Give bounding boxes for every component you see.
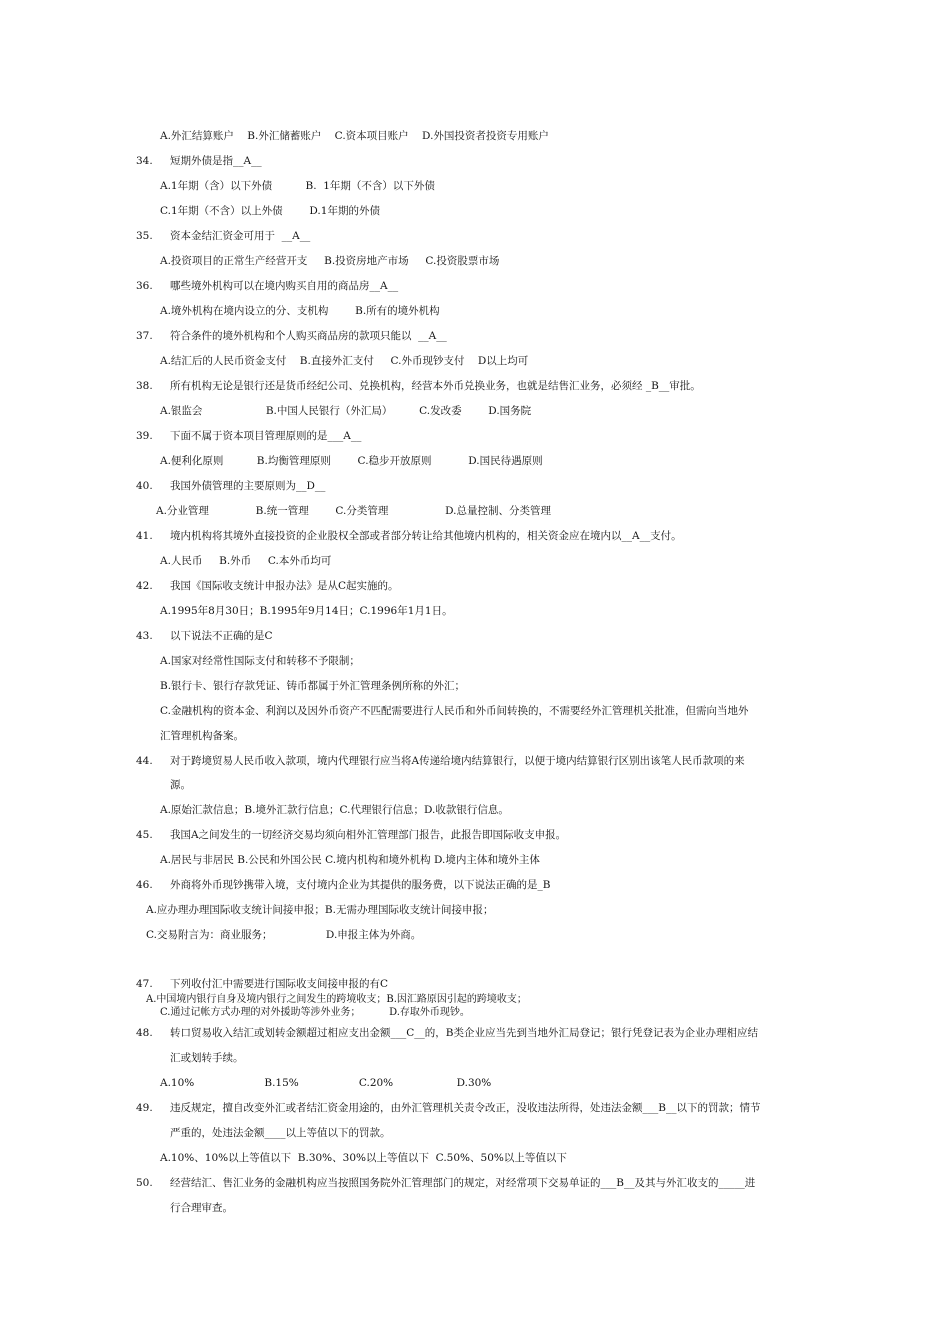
q42-options: A.1995年8月30日；B.1995年9月14日；C.1996年1月1日。 xyxy=(160,605,453,617)
question-35: 35. 资本金结汇资金可用于 __A__ xyxy=(136,230,311,242)
question-50-continued: 行合理审查。 xyxy=(170,1202,233,1214)
question-48-continued: 汇或划转手续。 xyxy=(170,1052,244,1064)
q37-options: A.结汇后的人民币资金支付 B.直接外汇支付 C.外币现钞支付 D以上均可 xyxy=(160,355,529,367)
q47-options-c-d: C.通过记帐方式办理的对外援助等涉外业务； D.存取外币现钞。 xyxy=(160,1007,470,1018)
q46-options-c-d: C.交易附言为：商业服务； D.申报主体为外商。 xyxy=(146,929,422,941)
q46-options-a-b: A.应办理办理国际收支统计间接申报；B.无需办理国际收支统计间接申报； xyxy=(146,904,494,916)
q33-options: A.外汇结算账户 B.外汇储蓄账户 C.资本项目账户 D.外国投资者投资专用账户 xyxy=(160,130,549,142)
q43-option-c-continued: 汇管理机构备案。 xyxy=(160,730,244,742)
question-37: 37. 符合条件的境外机构和个人购买商品房的款项只能以 __A__ xyxy=(136,330,447,342)
question-42: 42. 我国《国际收支统计申报办法》是从C起实施的。 xyxy=(136,580,399,592)
question-47: 47. 下列收付汇中需要进行国际收支间接申报的有C xyxy=(136,978,389,990)
question-49-continued: 严重的，处违法金额____以上等值以下的罚款。 xyxy=(170,1127,391,1139)
question-49: 49. 违反规定，擅自改变外汇或者结汇资金用途的，由外汇管理机关责令改正，没收违法所得，处违法金额___B__以下的罚款；情节 xyxy=(136,1102,761,1114)
q34-options-c-d: C.1年期（不含）以上外债 D.1年期的外债 xyxy=(160,205,380,217)
question-46: 46. 外商将外币现钞携带入境，支付境内企业为其提供的服务费，以下说法正确的是_B xyxy=(136,879,551,891)
q34-options-a-b: A.1年期（含）以下外债 B. 1年期（不含）以下外债 xyxy=(160,180,435,192)
q38-options: A.银监会 B.中国人民银行（外汇局） C.发改委 D.国务院 xyxy=(160,405,532,417)
question-39: 39. 下面不属于资本项目管理原则的是___A__ xyxy=(136,430,362,442)
q39-options: A.便利化原则 B.均衡管理原则 C.稳步开放原则 D.国民待遇原则 xyxy=(160,455,543,467)
question-44: 44. 对于跨境贸易人民币收入款项，境内代理银行应当将A传递给境内结算银行，以便于境内结算银行区别出该笔人民币款项的来 xyxy=(136,755,745,767)
q49-options: A.10%、10%以上等值以下 B.30%、30%以上等值以下 C.50%、50%以上等值以下 xyxy=(160,1152,567,1164)
q41-options: A.人民币 B.外币 C.本外币均可 xyxy=(160,555,332,567)
q43-option-c: C.金融机构的资本金、利润以及因外币资产不匹配需要进行人民币和外币间转换的，不需要经外汇管理机关批准，但需向当地外 xyxy=(160,705,749,717)
q40-options: A.分业管理 B.统一管理 C.分类管理 D.总量控制、分类管理 xyxy=(156,505,552,517)
question-43: 43. 以下说法不正确的是C xyxy=(136,630,273,642)
q35-options: A.投资项目的正常生产经营开支 B.投资房地产市场 C.投资股票市场 xyxy=(160,255,500,267)
question-41: 41. 境内机构将其境外直接投资的企业股权全部或者部分转让给其他境内机构的，相关资金应在境内以__A__支付。 xyxy=(136,530,682,542)
q43-option-b: B.银行卡、银行存款凭证、铸币都属于外汇管理条例所称的外汇； xyxy=(160,680,466,692)
question-36: 36. 哪些境外机构可以在境内购买自用的商品房__A__ xyxy=(136,280,399,292)
q44-options: A.原始汇款信息；B.境外汇款行信息；C.代理银行信息；D.收款银行信息。 xyxy=(160,804,509,816)
question-44-continued: 源。 xyxy=(170,779,191,791)
q36-options: A.境外机构在境内设立的分、支机构 B.所有的境外机构 xyxy=(160,305,440,317)
question-45: 45. 我国A之间发生的一切经济交易均须向相外汇管理部门报告，此报告即国际收支申报。 xyxy=(136,829,567,841)
q47-options-a-b: A.中国境内银行自身及境内银行之间发生的跨境收支；B.因汇路原因引起的跨境收支； xyxy=(146,994,527,1005)
question-40: 40. 我国外债管理的主要原则为__D__ xyxy=(136,480,326,492)
question-34: 34. 短期外债是指__A__ xyxy=(136,155,262,167)
question-50: 50. 经营结汇、售汇业务的金融机构应当按照国务院外汇管理部门的规定，对经常项下交易单证的___B__及其与外汇收支的_____进 xyxy=(136,1177,756,1189)
q43-option-a: A.国家对经常性国际支付和转移不予限制； xyxy=(160,655,360,667)
question-48: 48. 转口贸易收入结汇或划转金额超过相应支出金额___C__的，B类企业应当先到当地外汇局登记；银行凭登记表为企业办理相应结 xyxy=(136,1027,758,1039)
question-38: 38. 所有机构无论是银行还是货币经纪公司、兑换机构，经营本外币兑换业务，也就是结售汇业务，必须经 _B__审批。 xyxy=(136,380,701,392)
q45-options: A.居民与非居民 B.公民和外国公民 C.境内机构和境外机构 D.境内主体和境外主体 xyxy=(160,854,540,866)
q48-options: A.10% B.15% C.20% D.30% xyxy=(160,1077,492,1089)
